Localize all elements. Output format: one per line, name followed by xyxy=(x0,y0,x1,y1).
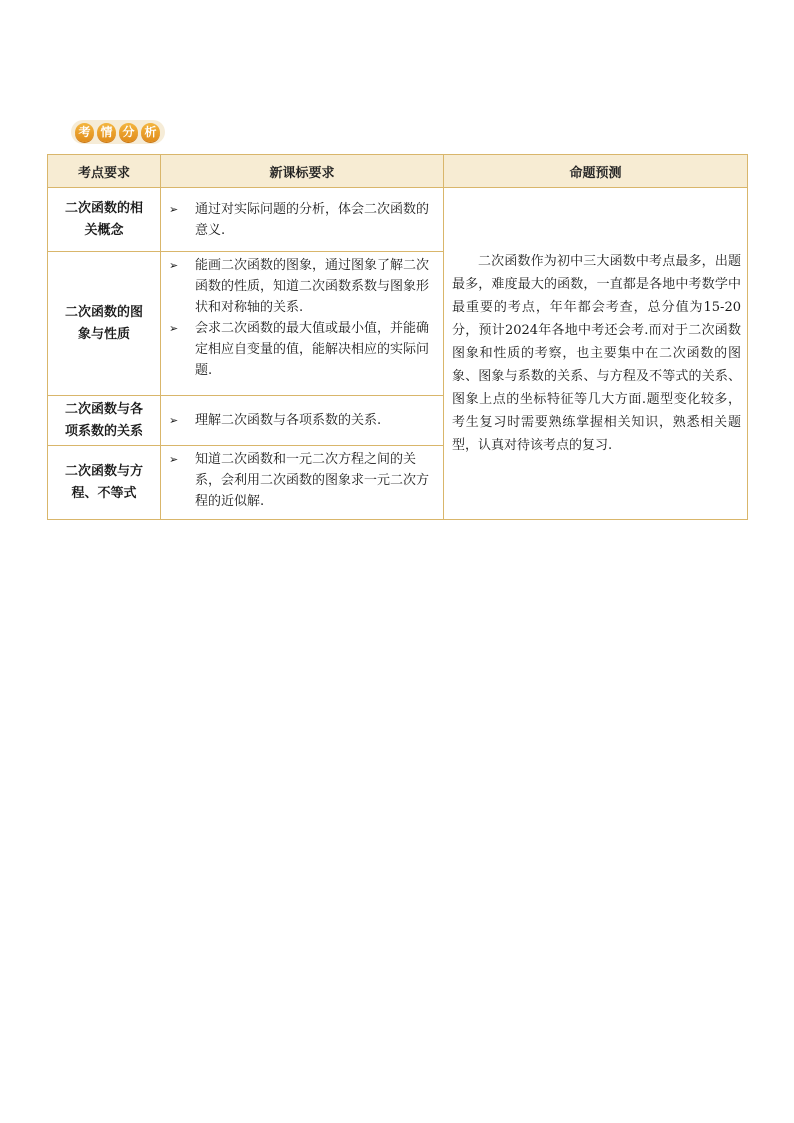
arrow-bullet-icon: ➢ xyxy=(169,202,179,216)
arrow-bullet-icon: ➢ xyxy=(169,322,179,335)
arrow-bullet-icon: ➢ xyxy=(169,414,179,427)
requirement-item: ➢ 会求二次函数的最大值或最小值，并能确定相应自变量的值，能解决相应的实际问题. xyxy=(167,318,437,381)
badge-char: 析 xyxy=(141,123,160,142)
header-requirements: 新课标要求 xyxy=(161,155,444,188)
exam-analysis-table xyxy=(47,154,748,520)
requirement-cell xyxy=(161,252,444,396)
header-prediction: 命题预测 xyxy=(444,155,748,188)
topic-cell: 二次函数的图象与性质 xyxy=(48,252,161,396)
badge-char: 情 xyxy=(97,123,116,142)
topic-cell: 二次函数与各项系数的关系 xyxy=(48,396,161,446)
topic-cell: 二次函数与方程、不等式 xyxy=(48,446,161,520)
requirement-item: ➢ 理解二次函数与各项系数的关系. xyxy=(167,410,437,431)
badge-char: 分 xyxy=(119,123,138,142)
requirement-cell xyxy=(161,396,444,446)
requirement-item: ➢ 通过对实际问题的分析，体会二次函数的意义. xyxy=(167,199,437,241)
header-topic: 考点要求 xyxy=(48,155,161,188)
arrow-bullet-icon: ➢ xyxy=(169,259,179,272)
header-row xyxy=(48,155,748,188)
prediction-cell: 二次函数作为初中三大函数中考点最多，出题最多，难度最大的函数，一直都是各地中考数学中最重要的考点，年年都会考查，总分值为15-20分，预计2024年各地中考还会考.而对于二次函数图象和性质的考察，也主要集中在二次函数的图象、图象与系数的关系、与方程及不等式的关系、图象上点的坐标特征等几大方面.题型变化较多，考生复习时需要熟练掌握相关知识，熟悉相关题型，认真对待该考点的复习. xyxy=(444,188,748,520)
requirement-item: ➢ 知道二次函数和一元二次方程之间的关系，会利用二次函数的图象求一元二次方程的近似解. xyxy=(167,449,437,512)
requirement-item: ➢ 能画二次函数的图象，通过图象了解二次函数的性质，知道二次函数系数与图象形状和对称轴的关系. xyxy=(167,255,437,318)
section-badge xyxy=(75,120,163,144)
arrow-bullet-icon: ➢ xyxy=(169,453,179,466)
topic-cell: 二次函数的相关概念 xyxy=(48,188,161,252)
badge-char: 考 xyxy=(75,123,94,142)
requirement-cell xyxy=(161,446,444,520)
requirement-cell xyxy=(161,188,444,252)
table-row xyxy=(48,188,748,252)
